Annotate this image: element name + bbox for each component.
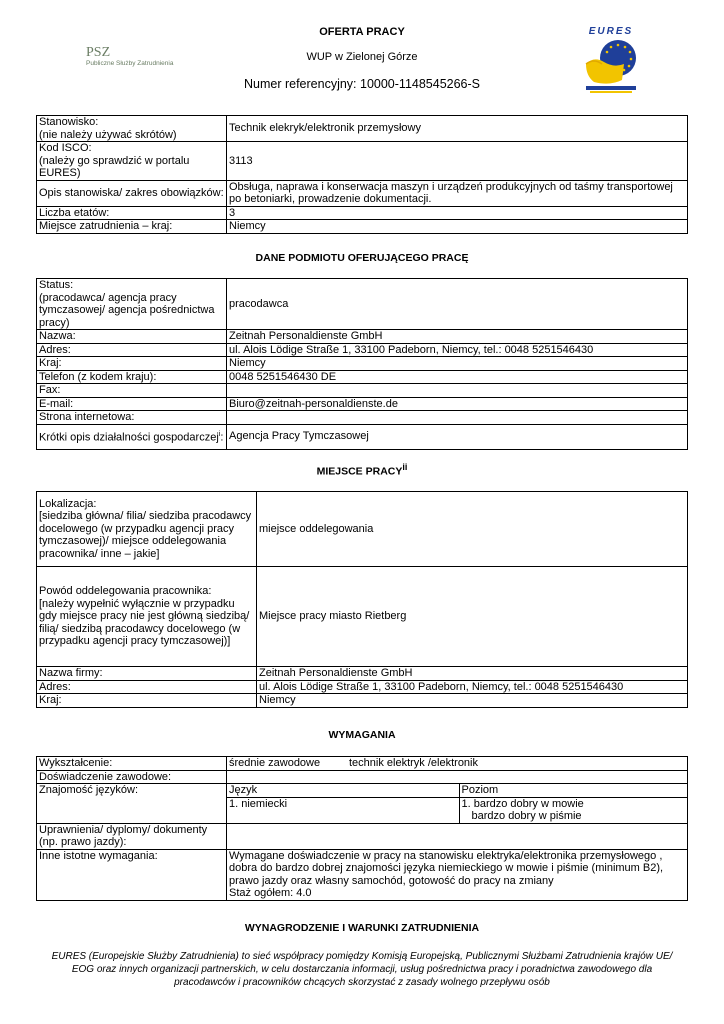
language-name: 1. niemiecki: [227, 797, 459, 823]
table-row: [37, 823, 688, 849]
table-row: [37, 370, 688, 384]
eures-logo: [580, 24, 642, 96]
languages-label: Znajomość języków:: [37, 784, 227, 824]
job-description-label: Opis stanowiska/ zakres obowiązków:: [37, 180, 227, 206]
table-row: [37, 142, 688, 181]
language-column-header: Język: [227, 784, 459, 797]
phone-value: 0048 5251546430 DE: [227, 370, 688, 384]
employer-name-value: Zeitnah Personaldienste GmbH: [227, 330, 688, 344]
email-value: Biuro@zeitnah-personaldienste.de: [227, 397, 688, 411]
footer-note: EURES (Europejskie Służby Zatrudnienia) to sieć współpracy pomiędzy Komisją Europejską, Publicznymi Służbami Zatrudnienia krajów UE/ EOG oraz innych organizacji partnerskich, w celu dostarczania informacji, usług pośrednictwa pracy i poradnictwa zawodowego dla pracodawców i pracowników chcących skorzystać z zasady wolnego przepływu osób: [51, 951, 673, 988]
activity-label: [37, 424, 227, 449]
eures-logo-graphic: [580, 24, 642, 96]
licenses-value: [227, 823, 688, 849]
work-country-value: Niemcy: [227, 220, 688, 234]
salary-heading: WYNAGRODZENIE I WARUNKI ZATRUDNIENIA: [244, 922, 480, 934]
workplace-table: [36, 491, 688, 708]
employer-country-value: Niemcy: [227, 357, 688, 371]
other-requirements-label: Inne istotne wymagania:: [37, 849, 227, 900]
office-name: WUP w Zielonej Górze: [306, 51, 418, 63]
workplace-heading-text: MIEJSCE PRACY: [316, 465, 403, 478]
education-field: technik elektryk /elektronik: [349, 757, 478, 769]
employer-name-label: Nazwa:: [37, 330, 227, 344]
psz-logo-title: PSZ: [86, 45, 111, 60]
table-row: [227, 784, 687, 797]
requirements-heading: WYMAGANIA: [328, 729, 396, 741]
table-row: [37, 397, 688, 411]
table-row: [37, 411, 688, 425]
work-country-label: Miejsce zatrudnienia – kraj:: [37, 220, 227, 234]
table-row: [37, 384, 688, 398]
fax-value: [227, 384, 688, 398]
education-level: średnie zawodowe: [229, 757, 321, 769]
languages-value: [227, 784, 688, 824]
location-label: Lokalizacja: [siedziba główna/ filia/ siedziba pracodawcy docelowego (w przypadku agencji pracy tymczasowej)/ miejsce oddelegowania pracownika/ inne – jakie]: [37, 492, 257, 567]
table-row: [37, 784, 688, 824]
table-row: [37, 849, 688, 900]
email-label: E-mail:: [37, 397, 227, 411]
company-name-label: Nazwa firmy:: [37, 667, 257, 681]
positions-count-label: Liczba etatów:: [37, 206, 227, 220]
table-row: [37, 770, 688, 784]
other-requirements-value: [227, 849, 688, 900]
positions-count-value: 3: [227, 206, 688, 220]
table-row: [37, 424, 688, 449]
employer-country-label: Kraj:: [37, 357, 227, 371]
workplace-country-label: Kraj:: [37, 694, 257, 708]
job-description-value: Obsługa, naprawa i konserwacja maszyn i urządzeń produkcyjnych od taśmy transportowej po betoniarki, prowadzenie dokumentacji.: [227, 180, 688, 206]
workplace-heading: [162, 462, 562, 478]
employer-table: [36, 278, 688, 450]
table-row: [37, 357, 688, 371]
other-requirements-text: Wymagane doświadczenie w pracy na stanowisku elektryka/elektronika przemysłowego , dobra do bardzo dobrej znajomości języka niemieckiego w mowie i piśmie (minimum B2), prawo jazdy oraz własny samochód, gotowość do pracy na zmiany: [229, 849, 664, 887]
experience-label: Doświadczenie zawodowe:: [37, 770, 227, 784]
reference-number: Numer referencyjny: 10000-1148545266-S: [243, 77, 481, 91]
footnote-ref: ii: [402, 462, 408, 472]
table-row: [37, 343, 688, 357]
level-column-header: Poziom: [459, 784, 687, 797]
employer-heading: DANE PODMIOTU OFERUJĄCEGO PRACĘ: [255, 252, 469, 264]
experience-value: [227, 770, 688, 784]
eures-logo-text: EURES: [588, 26, 634, 37]
isco-label: Kod ISCO: (należy go sprawdzić w portalu EURES): [37, 142, 227, 181]
table-row: [37, 330, 688, 344]
psz-logo: [86, 45, 173, 68]
table-row: [37, 567, 688, 667]
footnote-ref: i: [218, 430, 221, 438]
company-name-value: Zeitnah Personaldienste GmbH: [257, 667, 688, 681]
language-level-speaking: 1. bardzo dobry w mowie: [461, 797, 584, 810]
job-position-label: Stanowisko: (nie należy używać skrótów): [37, 116, 227, 142]
employer-address-value: ul. Alois Lödige Straße 1, 33100 Padeborn, Niemcy, tel.: 0048 5251546430: [227, 343, 688, 357]
website-value: [227, 411, 688, 425]
delegation-reason-label: Powód oddelegowania pracownika: [należy wypełnić wyłącznie w przypadku gdy miejsce pracy nie jest główną siedzibą/ filią/ siedzibą pracodawcy docelowego (w przypadku agencji pracy tymczasowej)]: [37, 567, 257, 667]
table-row: [227, 797, 687, 823]
status-label: Status: (pracodawca/ agencja pracy tymczasowej/ agencja pośrednictwa pracy): [37, 279, 227, 330]
requirements-table: [36, 756, 688, 901]
licenses-label: Uprawnienia/ dyplomy/ dokumenty (np. prawo jazdy):: [37, 823, 227, 849]
table-row: [37, 667, 688, 681]
total-experience: Staż ogółem: 4.0: [229, 887, 312, 899]
table-row: [37, 680, 688, 694]
employer-address-label: Adres:: [37, 343, 227, 357]
activity-label-text: Krótki opis działalności gospodarczej: [39, 431, 219, 444]
table-row: [37, 116, 688, 142]
website-label: Strona internetowa:: [37, 411, 227, 425]
table-row: [37, 180, 688, 206]
workplace-address-label: Adres:: [37, 680, 257, 694]
language-level-writing: bardzo dobry w piśmie: [471, 810, 582, 822]
activity-label-colon: :: [220, 431, 224, 444]
language-level: [459, 797, 687, 823]
activity-value: Agencja Pracy Tymczasowej: [227, 424, 688, 449]
job-table: [36, 115, 688, 234]
workplace-address-value: ul. Alois Lödige Straße 1, 33100 Padeborn, Niemcy, tel.: 0048 5251546430: [257, 680, 688, 694]
workplace-country-value: Niemcy: [257, 694, 688, 708]
job-position-value: Technik elekryk/elektronik przemysłowy: [227, 116, 688, 142]
table-row: [37, 279, 688, 330]
languages-table: [227, 784, 687, 823]
table-row: [37, 694, 688, 708]
delegation-reason-value: Miejsce pracy miasto Rietberg: [257, 567, 688, 667]
psz-logo-subtitle: Publiczne Służby Zatrudnienia: [86, 60, 174, 67]
isco-value: 3113: [227, 142, 688, 181]
status-value: pracodawca: [227, 279, 688, 330]
education-label: Wykształcenie:: [37, 757, 227, 771]
phone-label: Telefon (z kodem kraju):: [37, 370, 227, 384]
location-value: miejsce oddelegowania: [257, 492, 688, 567]
fax-label: Fax:: [37, 384, 227, 398]
table-row: [37, 220, 688, 234]
table-row: [37, 206, 688, 220]
education-value: [227, 757, 688, 771]
page-title: OFERTA PRACY: [319, 26, 405, 38]
table-row: [37, 757, 688, 771]
table-row: [37, 492, 688, 567]
